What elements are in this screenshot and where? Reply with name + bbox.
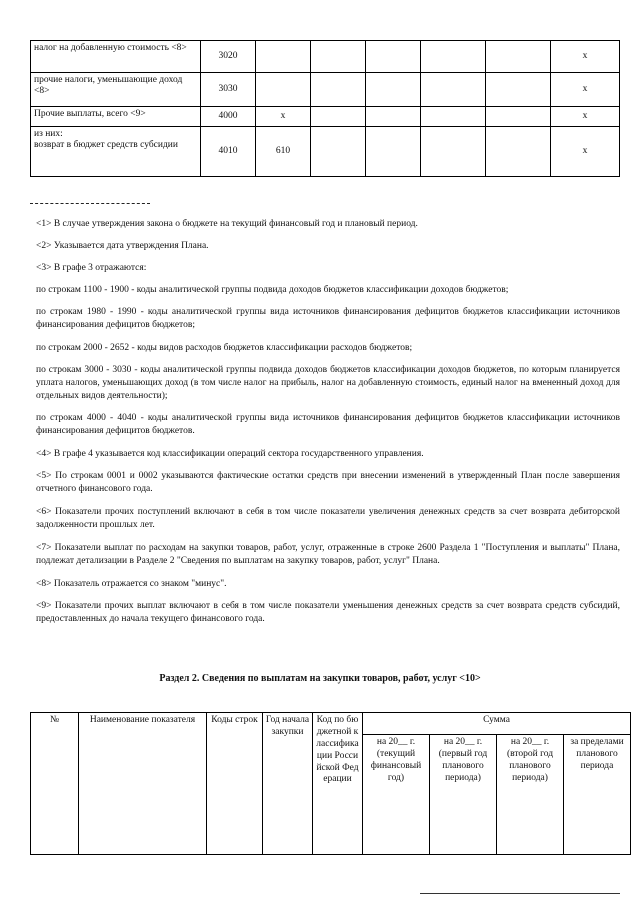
row-code: 3020 [201, 41, 256, 73]
footnote-3e: по строкам 4000 - 4040 - коды аналитической группы вида источников финансирования дефицитов бюджетов классификации источников финансирования дефицитов бюджетов. [36, 413, 620, 436]
footnote-3a: по строкам 1100 - 1900 - коды аналитической группы подвида доходов бюджетов классификации доходов бюджетов; [36, 285, 509, 295]
col-num: № [31, 713, 79, 855]
footnote-6: <6> Показатели прочих поступлений включают в себя в том числе показатели увеличения денежных средств за счет возврата дебиторской задолженности прошлых лет. [36, 507, 620, 530]
col-name: Наименование показателя [79, 713, 207, 855]
footnote-7: <7> Показатели выплат по расходам на закупки товаров, работ, услуг, отраженные в строке 2600 Раздела 1 "Поступления и выплаты" Плана, подлежат детализации в Разделе 2 "Сведения по выплатам на закупку товаров, работ, услуг" Плана. [36, 543, 620, 566]
footnote-1: <1> В случае утверждения закона о бюджете на текущий финансовый год и плановый период. [36, 219, 418, 229]
row-k: 610 [256, 127, 311, 177]
table-row [31, 73, 620, 107]
row-code: 3030 [201, 73, 256, 107]
row-code: 4010 [201, 127, 256, 177]
col-year: Год начала закупки [263, 713, 313, 855]
footnote-9: <9> Показатели прочих выплат включают в себя в том числе показатели уменьшения денежных средств за счет возврата средств субсидий, предоставленных до начала текущего финансового года. [36, 601, 620, 624]
row-k [256, 73, 311, 107]
footnote-3: <3> В графе 3 отражаются: [36, 263, 147, 273]
row-code: 4000 [201, 107, 256, 127]
footnote-4: <4> В графе 4 указывается код классификации операций сектора государственного управления. [36, 449, 424, 459]
footnote-3c: по строкам 2000 - 2652 - коды видов расходов бюджетов классификации расходов бюджетов; [36, 343, 413, 353]
row-mark: x [551, 127, 620, 177]
purchases-table [30, 712, 631, 855]
col-sum: Сумма [363, 713, 631, 735]
row-mark: x [551, 107, 620, 127]
footnote-8: <8> Показатель отражается со знаком "минус". [36, 579, 227, 589]
row-mark: x [551, 73, 620, 107]
footnote-separator [30, 203, 150, 204]
footnote-3b: по строкам 1980 - 1990 - коды аналитической группы вида источников финансирования дефицитов бюджетов классификации источников финансирования дефицитов бюджетов; [36, 307, 620, 330]
page-bottom-line [420, 893, 620, 894]
table-row [31, 127, 620, 177]
row-mark: x [551, 41, 620, 73]
col-codes: Коды строк [207, 713, 263, 855]
col-sum-second: на 20__ г. (второй год планового периода) [497, 735, 564, 855]
footnote-2: <2> Указывается дата утверждения Плана. [36, 241, 209, 251]
footnote-5: <5> По строкам 0001 и 0002 указываются фактические остатки средств при внесении изменений в утвержденный План после завершения отчетного финансового года. [36, 471, 620, 494]
footnote-3d: по строкам 3000 - 3030 - коды аналитической группы подвида доходов бюджетов классификации доходов бюджетов, по которым планируется уплата налогов, уменьшающих доход (в том числе налог на прибыль, налог на добавленную стоимость, единый налог на вмененный доход для отдельных видов деятельности); [36, 365, 620, 401]
plan-table-part1 [30, 40, 620, 177]
row-name: из них: возврат в бюджет средств субсидии [31, 127, 201, 177]
col-sum-current: на 20__ г. (текущий финансовый год) [363, 735, 430, 855]
row-name: прочие налоги, уменьшающие доход <8> [31, 73, 201, 107]
row-name: Прочие выплаты, всего <9> [31, 107, 201, 127]
row-k: x [256, 107, 311, 127]
row-name: налог на добавленную стоимость <8> [31, 41, 201, 73]
section-2-title: Раздел 2. Сведения по выплатам на закупки товаров, работ, услуг <10> [159, 673, 481, 684]
table-header-row [31, 713, 631, 735]
col-budget-code: Код по бюджетной классификации Российской Федерации [313, 713, 363, 855]
col-sum-beyond: за пределами планового периода [564, 735, 631, 855]
col-sum-first: на 20__ г. (первый год планового периода) [430, 735, 497, 855]
row-k [256, 41, 311, 73]
table-row [31, 107, 620, 127]
table-row [31, 41, 620, 73]
